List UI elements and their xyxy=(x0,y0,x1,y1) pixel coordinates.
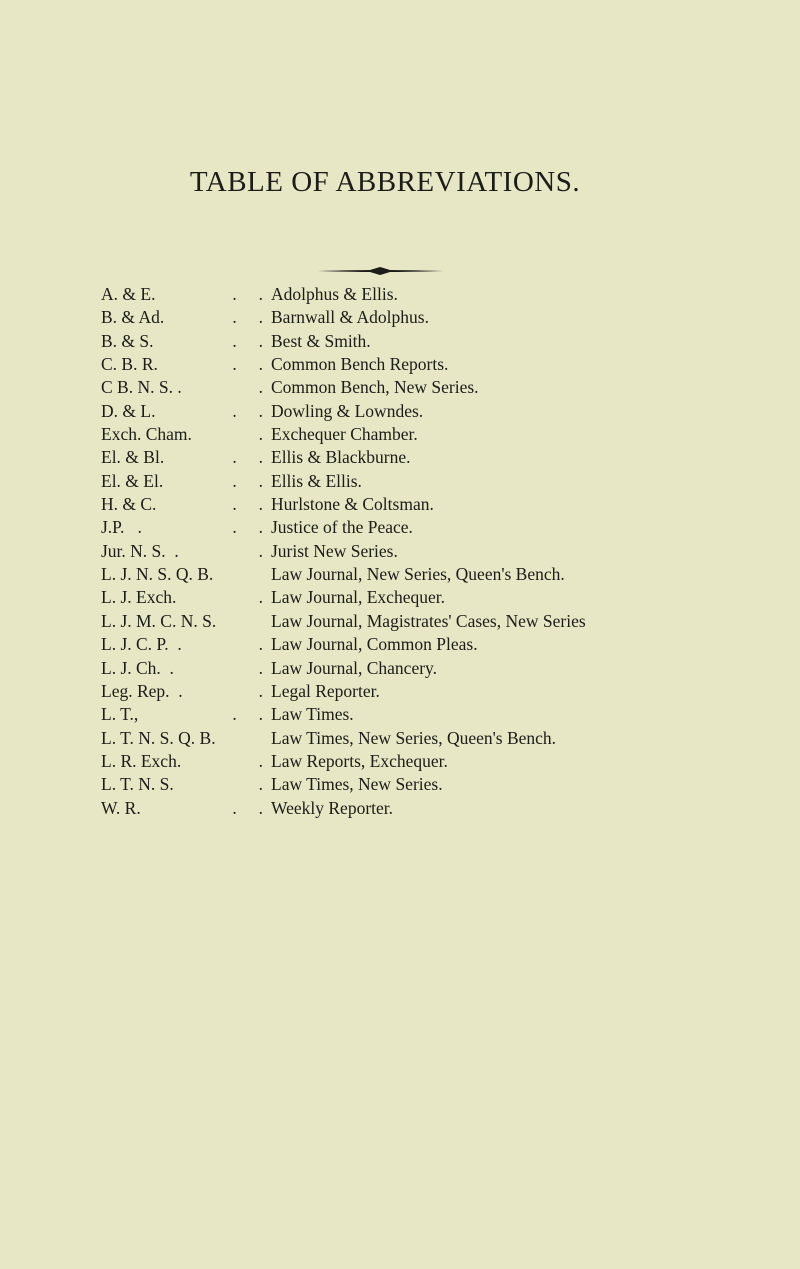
abbreviation-row xyxy=(101,376,791,399)
full-title: Best & Smith. xyxy=(271,330,371,351)
dot-leader: . . xyxy=(232,517,263,538)
full-title: Common Bench, New Series. xyxy=(271,377,479,398)
abbreviation-row xyxy=(101,423,791,446)
abbreviation: L. R. Exch. xyxy=(101,750,182,771)
full-title: Law Journal, Exchequer. xyxy=(271,587,445,608)
dot-leader: . xyxy=(258,424,263,445)
abbreviation: H. & C. xyxy=(101,494,157,515)
abbreviation-row xyxy=(101,750,791,773)
full-title: Common Bench Reports. xyxy=(271,354,449,375)
abbreviation: Jur. N. S. . xyxy=(101,540,179,561)
abbreviation-cell xyxy=(101,493,271,516)
abbreviation-cell xyxy=(101,470,271,493)
abbreviation-row xyxy=(101,493,791,516)
abbreviation-cell xyxy=(101,586,271,609)
abbreviation-row xyxy=(101,703,791,726)
dot-leader: . xyxy=(258,680,263,701)
abbreviation-row xyxy=(101,353,791,376)
abbreviation-row xyxy=(101,306,791,329)
dot-leader: . . xyxy=(232,400,263,421)
abbreviation-cell xyxy=(101,773,271,796)
abbreviation: C. B. R. xyxy=(101,354,158,375)
full-title: Barnwall & Adolphus. xyxy=(271,307,429,328)
abbreviation-row xyxy=(101,633,791,656)
full-title: Exchequer Chamber. xyxy=(271,424,418,445)
abbreviation-row xyxy=(101,400,791,423)
ornament-rule-icon xyxy=(318,266,443,276)
abbreviation-cell xyxy=(101,540,271,563)
abbreviation: L. J. M. C. N. S. xyxy=(101,610,217,631)
abbreviation-row xyxy=(101,540,791,563)
abbreviation-row xyxy=(101,563,791,586)
abbreviation-cell xyxy=(101,657,271,680)
abbreviation: W. R. xyxy=(101,797,141,818)
abbreviation: El. & El. xyxy=(101,470,164,491)
dot-leader: . xyxy=(258,750,263,771)
full-title: Law Journal, Common Pleas. xyxy=(271,634,478,655)
abbreviation: L. J. N. S. Q. B. xyxy=(101,564,214,585)
abbreviation: B. & S. xyxy=(101,330,154,351)
abbreviation-cell xyxy=(101,727,271,750)
full-title: Law Times, New Series, Queen's Bench. xyxy=(271,727,557,748)
full-title: Hurlstone & Coltsman. xyxy=(271,494,434,515)
full-title: Law Times. xyxy=(271,704,354,725)
abbreviation-row xyxy=(101,727,791,750)
abbreviation-cell xyxy=(101,633,271,656)
abbreviation-cell xyxy=(101,283,271,306)
abbreviation-cell xyxy=(101,703,271,726)
abbreviation-row xyxy=(101,470,791,493)
abbreviation: L. T. N. S. Q. B. xyxy=(101,727,216,748)
abbreviation-cell xyxy=(101,610,271,633)
abbreviation-row xyxy=(101,680,791,703)
full-title: Law Reports, Exchequer. xyxy=(271,750,448,771)
abbreviation: El. & Bl. xyxy=(101,447,165,468)
abbreviation-row xyxy=(101,657,791,680)
abbreviation-cell xyxy=(101,330,271,353)
full-title: Jurist New Series. xyxy=(271,540,398,561)
dot-leader: . . xyxy=(232,284,263,304)
abbreviation: B. & Ad. xyxy=(101,307,165,328)
abbreviation-row xyxy=(101,516,791,539)
abbreviation: A. & E. xyxy=(101,284,156,304)
abbreviation-row xyxy=(101,446,791,469)
dot-leader: . . xyxy=(232,354,263,375)
full-title: Law Journal, Chancery. xyxy=(271,657,438,678)
abbreviation-cell xyxy=(101,376,271,399)
abbreviation: L. J. Ch. . xyxy=(101,657,174,678)
abbreviation-cell xyxy=(101,353,271,376)
abbreviation-row xyxy=(101,283,791,306)
dot-leader: . xyxy=(258,540,263,561)
abbreviation: L. T. N. S. xyxy=(101,774,174,795)
abbreviation-row xyxy=(101,773,791,796)
abbreviation: C B. N. S. . xyxy=(101,377,182,398)
abbreviation-cell xyxy=(101,446,271,469)
abbreviation: L. T., xyxy=(101,704,139,725)
abbreviation-cell xyxy=(101,563,271,586)
abbreviation: Exch. Cham. xyxy=(101,424,192,445)
dot-leader: . xyxy=(258,587,263,608)
abbreviation-cell xyxy=(101,306,271,329)
dot-leader: . xyxy=(258,774,263,795)
dot-leader xyxy=(213,563,271,586)
dot-leader: . . xyxy=(232,447,263,468)
dot-leader xyxy=(216,727,271,750)
full-title: Law Times, New Series. xyxy=(271,774,443,795)
full-title: Law Journal, New Series, Queen's Bench. xyxy=(271,564,565,585)
dot-leader: . . xyxy=(232,470,263,491)
abbreviation: Leg. Rep. . xyxy=(101,680,183,701)
abbreviation-cell xyxy=(101,797,271,820)
full-title: Adolphus & Ellis. xyxy=(271,284,398,304)
dot-leader: . . xyxy=(232,307,263,328)
abbreviation-row xyxy=(101,610,791,633)
page-title: TABLE OF ABBREVIATIONS. xyxy=(189,166,581,198)
full-title: Law Journal, Magistrates' Cases, New Series xyxy=(271,610,586,631)
full-title: Legal Reporter. xyxy=(271,680,380,701)
dot-leader: . xyxy=(258,634,263,655)
dot-leader: . . xyxy=(232,797,263,818)
abbreviation: D. & L. xyxy=(101,400,156,421)
dot-leader: . . xyxy=(232,494,263,515)
dot-leader: . . xyxy=(232,330,263,351)
dot-leader: . . xyxy=(232,704,263,725)
abbreviation-row xyxy=(101,797,791,820)
abbreviation-cell xyxy=(101,423,271,446)
dot-leader: . xyxy=(258,377,263,398)
abbreviation: L. J. C. P. . xyxy=(101,634,182,655)
full-title: Ellis & Ellis. xyxy=(271,470,362,491)
abbreviation-cell xyxy=(101,750,271,773)
abbreviation-row xyxy=(101,586,791,609)
dot-leader: . xyxy=(258,657,263,678)
abbreviation-cell xyxy=(101,516,271,539)
abbreviation-cell xyxy=(101,680,271,703)
full-title: Ellis & Blackburne. xyxy=(271,447,411,468)
abbreviation-list xyxy=(101,283,791,820)
abbreviation-row xyxy=(101,330,791,353)
abbreviation: J.P. . xyxy=(101,517,142,538)
full-title: Justice of the Peace. xyxy=(271,517,413,538)
abbreviation-cell xyxy=(101,400,271,423)
abbreviation: L. J. Exch. xyxy=(101,587,177,608)
full-title: Weekly Reporter. xyxy=(271,797,394,818)
dot-leader xyxy=(216,610,271,633)
full-title: Dowling & Lowndes. xyxy=(271,400,424,421)
